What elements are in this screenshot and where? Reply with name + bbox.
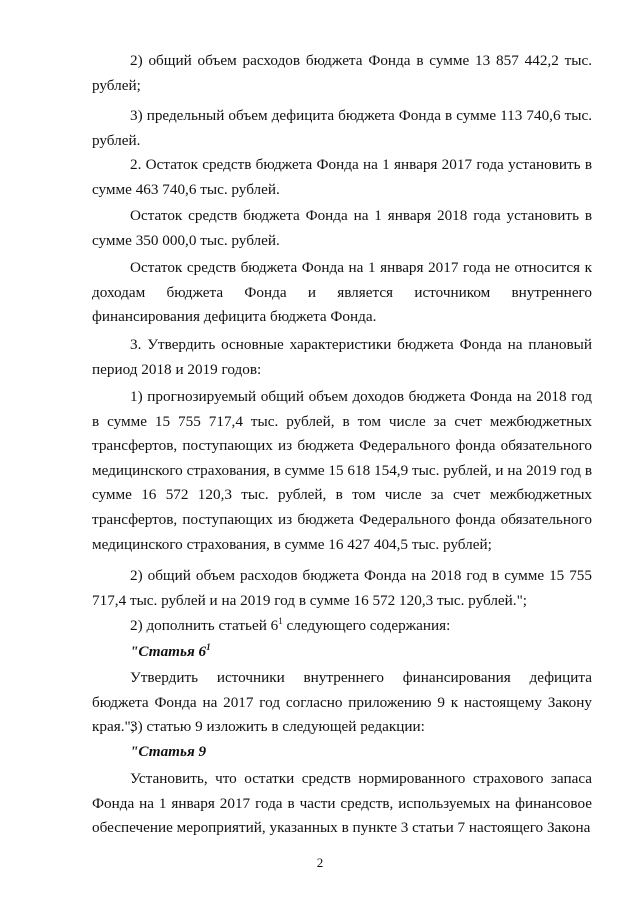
article-6-superscript: 1: [206, 641, 211, 652]
supplement-suffix: следующего содержания:: [282, 617, 451, 634]
paragraph-balance-financing: Остаток средств бюджета Фонда на 1 января 2017 года не относится к доходам бюджета Фонда и является источником внутреннего финансирования дефицита бюджета Фонда.: [92, 259, 592, 326]
paragraph-supplement-article: [92, 614, 592, 639]
paragraph-article-6-text: Утвердить источники внутреннего финансирования дефицита бюджета Фонда на 2017 год согласно приложению 9 к настоящему Закону края.";: [92, 669, 592, 736]
supplement-prefix: 2) дополнить статьей 6: [130, 617, 279, 634]
page-number: 2: [316, 855, 324, 870]
paragraph-planning-period: 3. Утвердить основные характеристики бюджета Фонда на плановый период 2018 и 2019 годов:: [92, 336, 592, 378]
paragraph-article-9-text: Установить, что остатки средств нормированного страхового запаса Фонда на 1 января 2017 года в части средств, используемых на финансовое обеспечение мероприятий, указанных в пункте 3 статьи 7 настоящего Закона: [92, 770, 592, 837]
article-9-heading: "Статья 9: [130, 743, 207, 760]
paragraph-item-3: 3) статью 9 изложить в следующей редакции:: [130, 718, 425, 735]
supplement-superscript: 1: [278, 615, 283, 626]
article-6-heading: [130, 640, 211, 665]
paragraph-balance-2018: Остаток средств бюджета Фонда на 1 января 2018 года установить в сумме 350 000,0 тыс. рублей.: [92, 207, 592, 249]
paragraph-expenses-total: 2) общий объем расходов бюджета Фонда в сумме 13 857 442,2 тыс. рублей;: [92, 52, 592, 94]
paragraph-balance-2017: 2. Остаток средств бюджета Фонда на 1 января 2017 года установить в сумме 463 740,6 тыс. рублей.: [92, 156, 592, 198]
paragraph-planned-expenses: 2) общий объем расходов бюджета Фонда на 2018 год в сумме 15 755 717,4 тыс. рублей и на 2019 год в сумме 16 572 120,3 тыс. рублей.";: [92, 567, 592, 609]
paragraph-forecast-revenues: 1) прогнозируемый общий объем доходов бюджета Фонда на 2018 год в сумме 15 755 717,4 тыс. рублей, в том числе за счет межбюджетных трансфертов, поступающих из бюджета Федерального фонда обязательного медицинского страхования, в сумме 15 618 154,9 тыс. рублей, и на 2019 год в сумме 16 572 120,3 тыс. рублей, в том числе за счет межбюджетных трансфертов, поступающих из бюджета Федерального фонда обязательного медицинского страхования, в сумме 16 427 404,5 тыс. рублей;: [92, 388, 592, 553]
paragraph-deficit-limit: 3) предельный объем дефицита бюджета Фонда в сумме 113 740,6 тыс. рублей.: [92, 107, 592, 149]
article-6-heading-text: "Статья 6: [130, 643, 207, 660]
